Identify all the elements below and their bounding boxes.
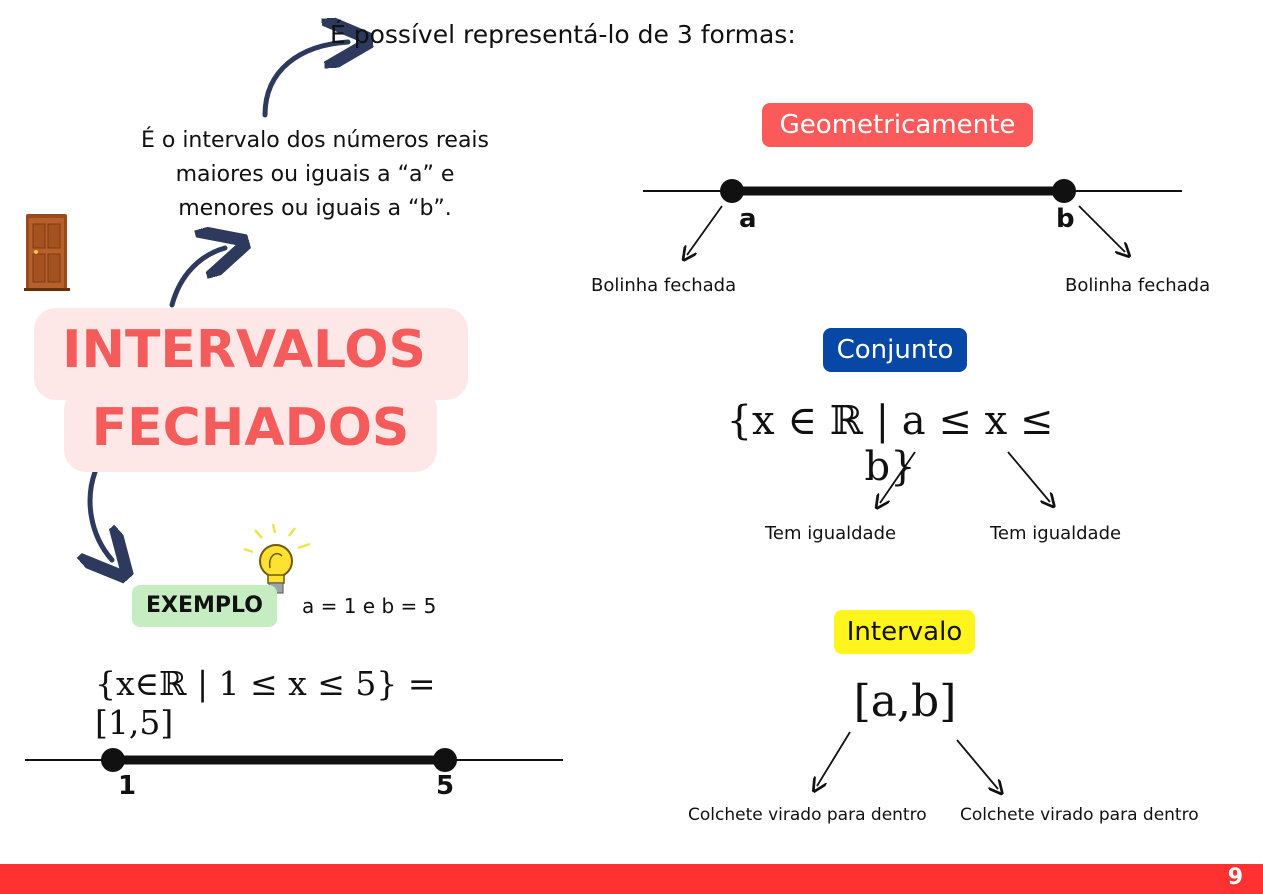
interval-expression: [a,b] <box>853 676 957 727</box>
interval-note-right: Colchete virado para dentro <box>960 805 1199 825</box>
example-set: {x∈ℝ | 1 ≤ x ≤ 5} = [1,5] <box>95 664 436 742</box>
intro-text: É possível representá-lo de 3 formas: <box>330 20 796 49</box>
geo-label-a: a <box>739 204 757 234</box>
curved-arrow-top <box>265 42 348 115</box>
page-title-line1: INTERVALOS <box>62 320 426 380</box>
example-values: a = 1 e b = 5 <box>302 594 437 618</box>
geo-note-right: Bolinha fechada <box>1065 275 1211 296</box>
geo-point-a <box>720 179 744 203</box>
set-note-left: Tem igualdade <box>765 523 897 544</box>
curved-arrow-mid <box>172 248 225 305</box>
example-label-1: 1 <box>118 771 137 801</box>
door-icon <box>24 214 70 291</box>
interval-label: Intervalo <box>834 610 975 654</box>
geo-label-b: b <box>1056 204 1075 234</box>
set-label: Conjunto <box>823 328 967 372</box>
geo-note-left: Bolinha fechada <box>591 275 737 296</box>
set-note-right: Tem igualdade <box>990 523 1122 544</box>
lightbulb-icon <box>244 524 310 593</box>
geo-point-b <box>1052 179 1076 203</box>
page-number: 9 <box>1227 865 1243 890</box>
set-expression: {x ∈ ℝ | a ≤ x ≤ b} <box>726 398 1054 490</box>
example-label-5: 5 <box>436 771 455 801</box>
footer-bar <box>0 864 1263 894</box>
example-point-1 <box>101 748 125 772</box>
example-point-5 <box>433 748 457 772</box>
interval-note-left: Colchete virado para dentro <box>688 805 927 825</box>
geometric-label: Geometricamente <box>762 103 1033 147</box>
page-title-line2: FECHADOS <box>91 398 410 458</box>
curved-arrow-bottom <box>90 472 112 560</box>
example-badge: EXEMPLO <box>132 585 277 627</box>
definition-text: É o intervalo dos números reais maiores ou iguais a “a” e menores ou iguais a “b”. <box>140 128 490 221</box>
